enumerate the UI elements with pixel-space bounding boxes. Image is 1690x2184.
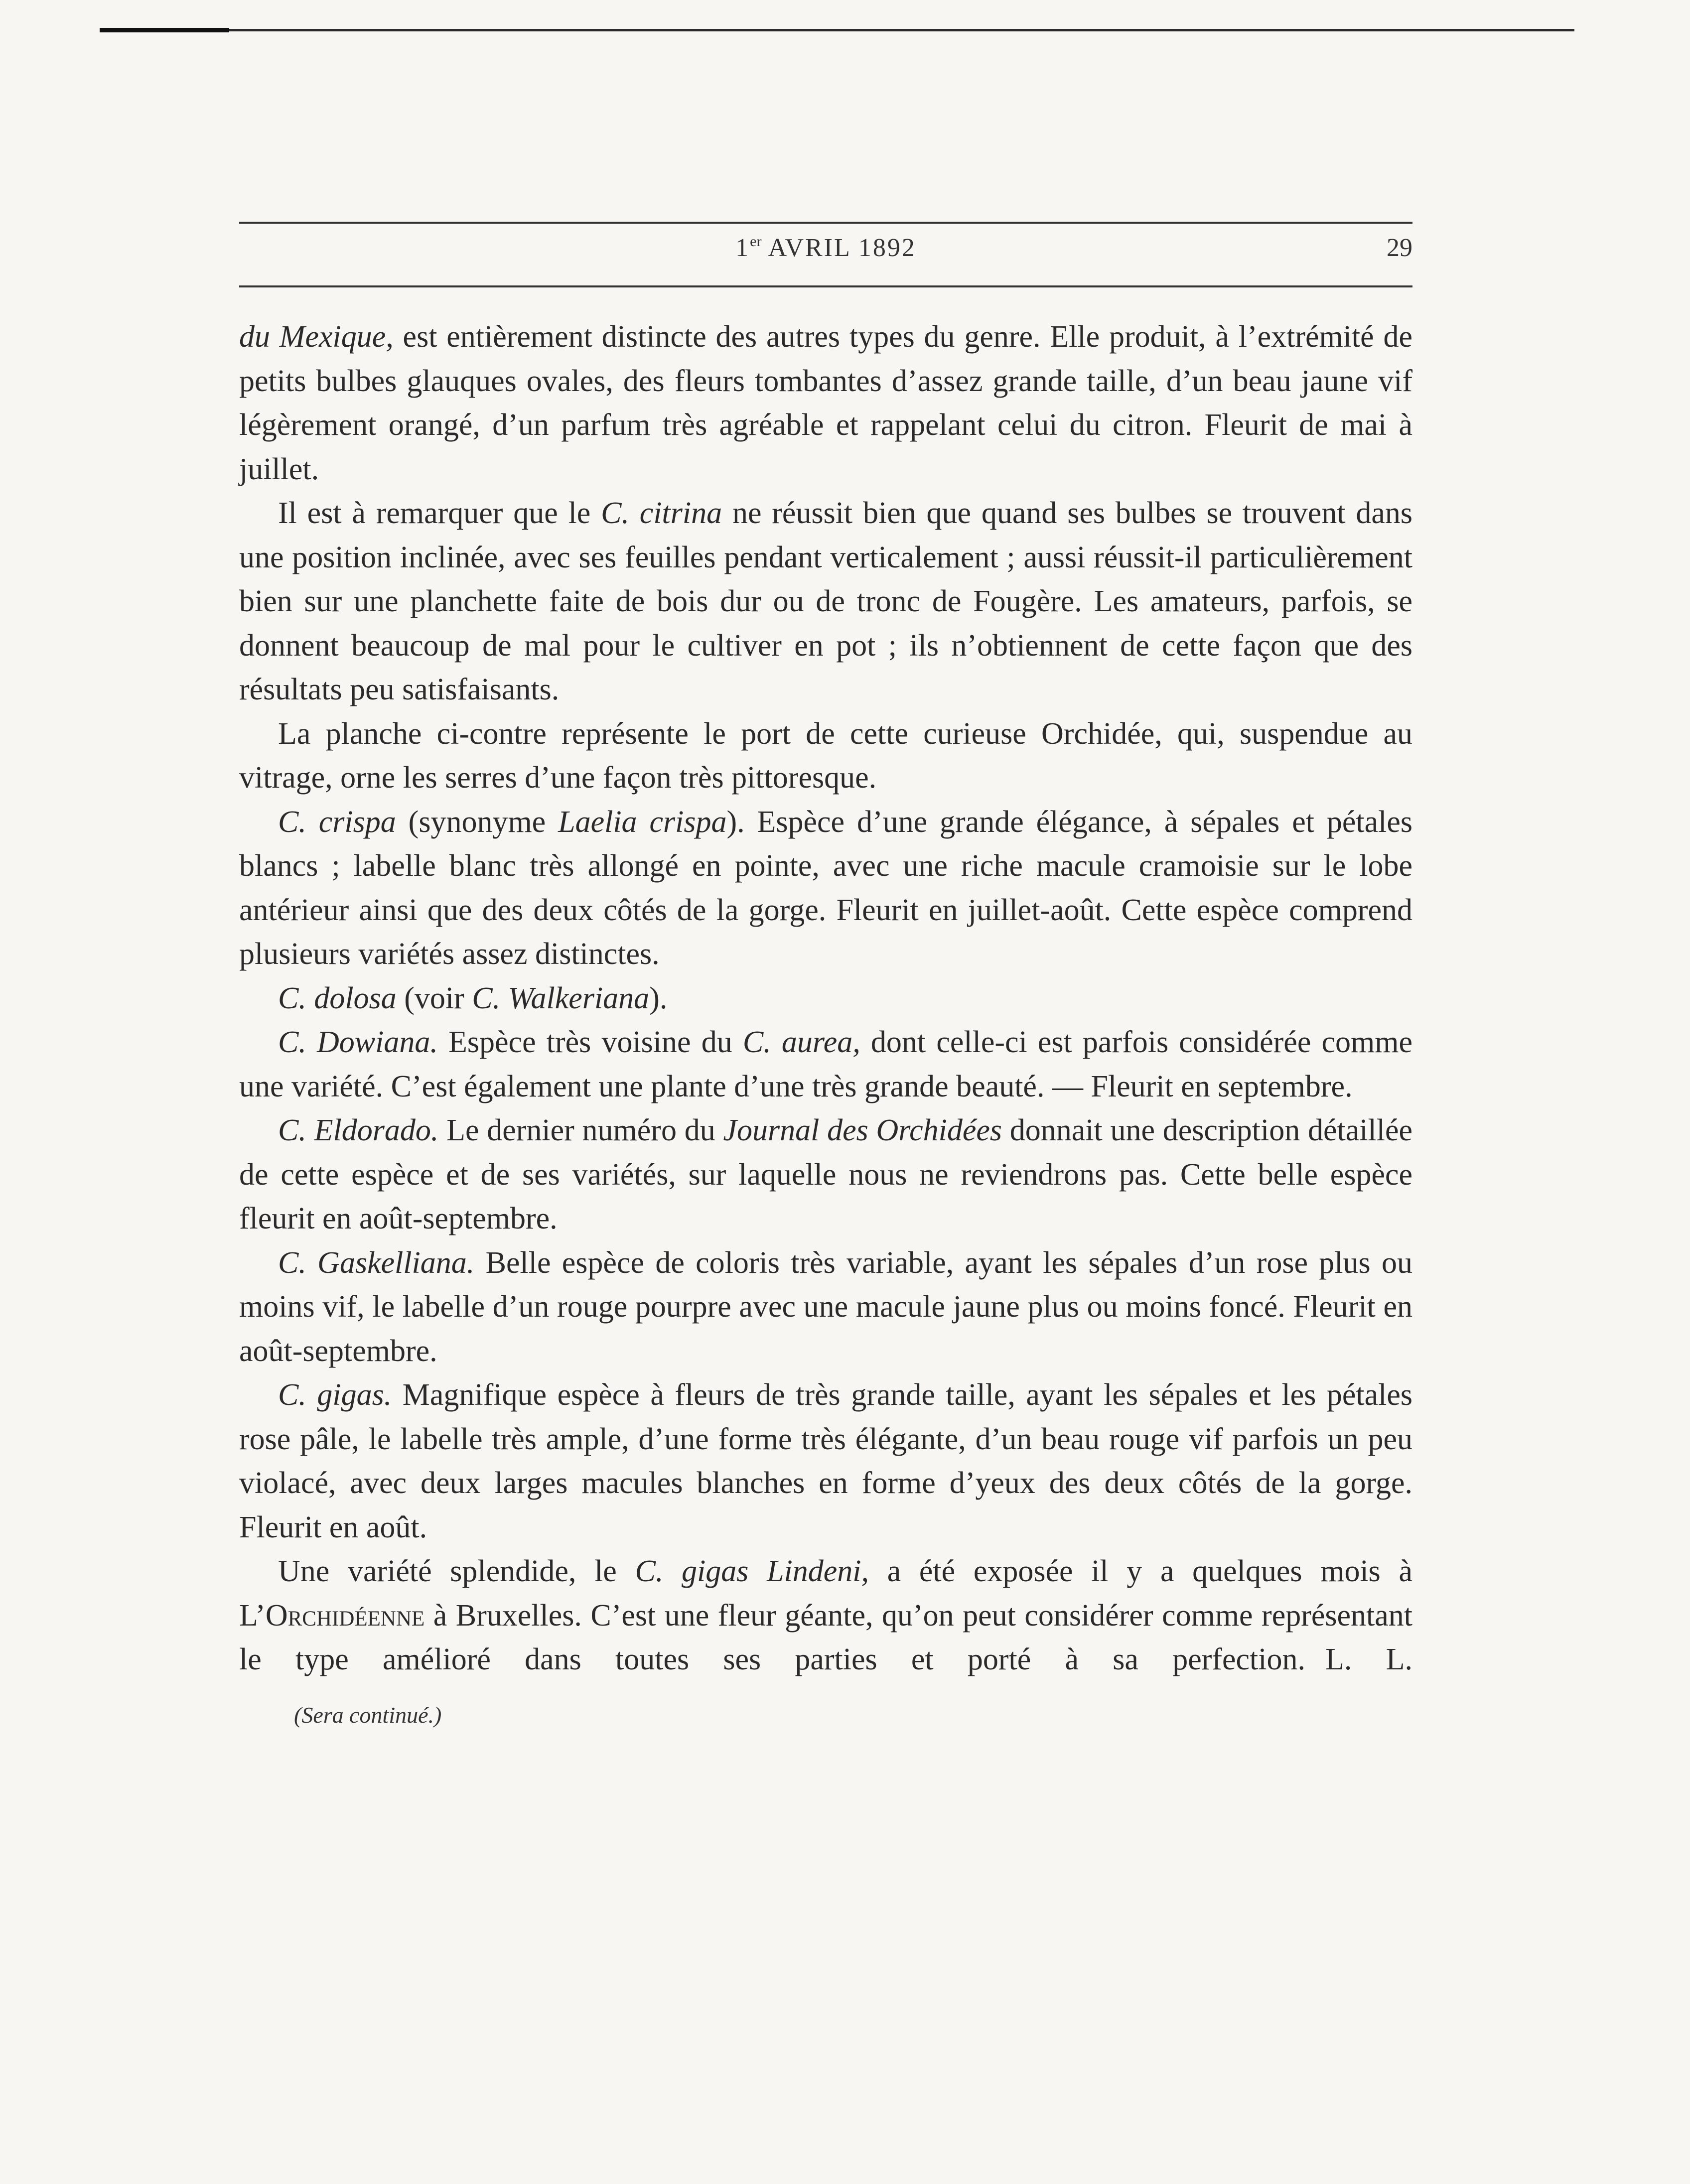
paragraph: du Mexique, est entièrement distincte des autres types du genre. Elle produit, à l’extrémité de petits bulbes glauques ovales, des fleurs tombantes d’assez grande taille, d’un beau jaune vif légèrement orangé, d’un parfum très agréable et rappelant celui du citron. Fleurit de mai à juillet.	[239, 320, 1412, 486]
continuation-note: (Sera continué.)	[294, 1702, 442, 1728]
header-rule-top	[239, 222, 1412, 224]
scan-edge	[100, 29, 1574, 31]
paragraph: C. Dowiana. Espèce très voisine du C. aurea, dont celle-ci est parfois considérée comme une variété. C’est également une plante d’une très grande beauté. — Fleurit en septembre.	[239, 1025, 1412, 1103]
paragraph: Une variété splendide, le C. gigas Lindeni, a été exposée il y a quelques mois à L’Orchidéenne à Bruxelles. C’est une fleur géante, qu’on peut considérer comme représentant le type amélioré dans toutes ses parties et porté à sa perfection. L. L.	[239, 1554, 1412, 1676]
scan-edge-shadow	[100, 28, 229, 32]
header-date: 1er AVRIL 1892	[735, 233, 916, 262]
paragraph: Il est à remarquer que le C. citrina ne réussit bien que quand ses bulbes se trouvent dans une position inclinée, avec ses feuilles pendant verticalement ; aussi réussit-il particulièrement bien sur une planchette faite de bois dur ou de tronc de Fougère. Les amateurs, parfois, se donnent beaucoup de mal pour le cultiver en pot ; ils n’obtiennent de cette façon que des résultats peu satisfaisants.	[239, 496, 1413, 706]
paragraph: C. Eldorado. Le dernier numéro du Journal des Orchidées donnait une description détaillée de cette espèce et de ses variétés, sur laquelle nous ne reviendrons pas. Cette belle espèce fleurit en août-septembre.	[239, 1113, 1412, 1235]
paragraph: C. dolosa (voir C. Walkeriana).	[278, 981, 668, 1015]
signature: L. L.	[1325, 1642, 1412, 1676]
running-header	[239, 233, 1412, 278]
paragraph: La planche ci-contre représente le port de cette curieuse Orchidée, qui, suspendue au vitrage, orne les serres d’une façon très pittoresque.	[239, 716, 1412, 795]
paragraph: C. crispa (synonyme Laelia crispa). Espèce d’une grande élégance, à sépales et pétales blancs ; labelle blanc très allongé en pointe, avec une riche macule cramoisie sur le lobe antérieur ainsi que des deux côtés de la gorge. Fleurit en juillet-août. Cette espèce comprend plusieurs variétés assez distinctes.	[239, 805, 1412, 971]
article-body	[239, 315, 1412, 1728]
paragraph: C. gigas. Magnifique espèce à fleurs de très grande taille, ayant les sépales et les pétales rose pâle, le labelle très ample, d’une forme très élégante, d’un beau rouge vif parfois un peu violacé, avec deux larges macules blanches en forme d’yeux des deux côtés de la gorge. Fleurit en août.	[239, 1378, 1412, 1544]
paragraph: C. Gaskelliana. Belle espèce de coloris très variable, ayant les sépales d’un rose plus ou moins vif, le labelle d’un rouge pourpre avec une macule jaune plus ou moins foncé. Fleurit en août-septembre.	[239, 1245, 1412, 1368]
header-rule-bottom	[239, 285, 1412, 287]
page-number: 29	[1387, 234, 1412, 262]
